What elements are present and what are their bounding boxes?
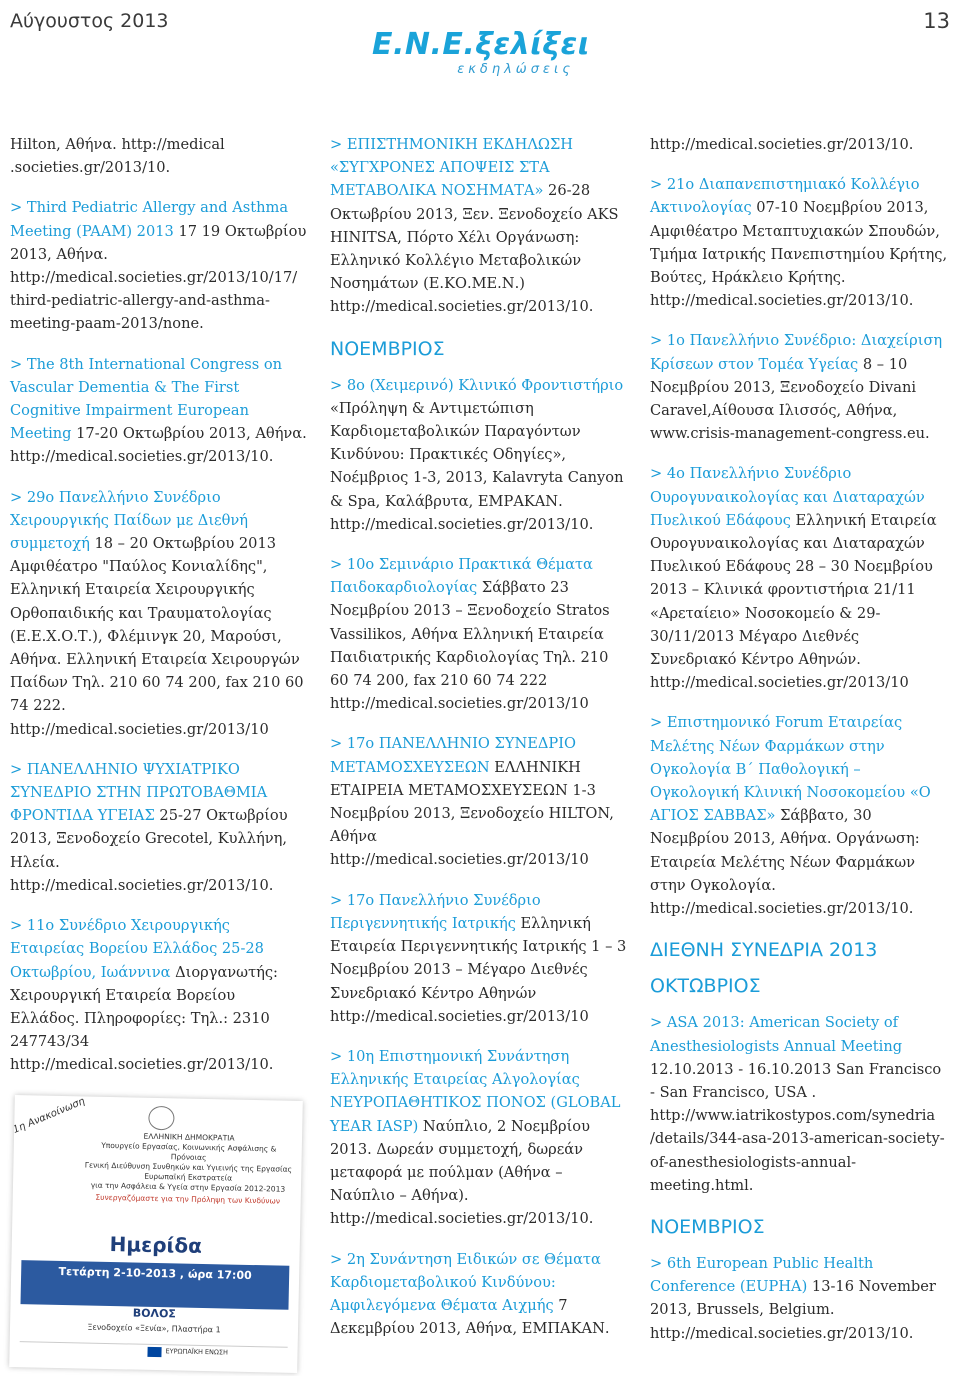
event-title: > Third Pediatric Allergy and Asthma Meeting (PAAM) 2013 xyxy=(10,199,289,240)
event-details: 7 Δεκεμβρίου 2013, Αθήνα, ΕΜΠΑΚΑΝ. xyxy=(330,1296,610,1338)
logo-main-text: Ε.Ν.Ε.ξελίξει xyxy=(372,27,590,62)
section-heading-international: ΔΙΕΘΝΗ ΣΥΝΕΔΡΙΑ 2013 xyxy=(650,939,878,962)
event-details: ΕΛΛΗΝΙΚΗ ΕΤΑΙΡΕΙΑ ΜΕΤΑΜΟΣΧΕΥΣΕΩΝ 1-3 Νοεμβρίου 2013, Ξενοδοχείο HILTON, Αθήνα http://medical.societies.gr/2013/10 xyxy=(330,758,614,869)
left-entry xyxy=(10,353,308,469)
event-details: 07-10 Νοεμβρίου 2013, Αμφιθέατρο Μεταπτυχιακών Σπουδών, Τμήμα Ιατρικής Πανεπιστημίου Κρήτης, Βούτες, Ηράκλειο Κρήτης. http://medical.societies.gr/2013/10. xyxy=(650,199,948,310)
event-title: > 10η Επιστημονική Συνάντηση Ελληνικής Εταιρείας Αλγολογίας ΝΕΥΡΟΠΑΘΗΤΙΚΟΣ ΠΟΝΟΣ (GLOBAL YEAR IASP) xyxy=(330,1047,621,1135)
column-right xyxy=(650,133,950,1362)
event-title: > 11ο Συνέδριο Χειρουργικής Εταιρείας Βορείου Ελλάδος 25-28 Οκτωβρίου, Ιωάννινα xyxy=(10,917,264,981)
event-title: > ΠΑΝΕΛΛΗΝΙΟ ΨΥΧΙΑΤΡΙΚΟ ΣΥΝΕΔΡΙΟ ΣΤΗΝ ΠΡΩΤΟΒΑΘΜΙΑ ΦΡΟΝΤΙΔΑ ΥΓΕΙΑΣ xyxy=(10,760,268,825)
right-october-entry xyxy=(650,1011,950,1197)
event-title: > The 8th International Congress on Vascular Dementia & The First Cognitive Impairment European Meeting xyxy=(10,355,283,443)
right-entry xyxy=(650,133,950,156)
left-entry xyxy=(10,914,308,1076)
event-title: > 10ο Σεμινάριο Πρακτικά Θέματα Παιδοκαρδιολογίας xyxy=(330,556,593,597)
magazine-logo xyxy=(372,28,588,80)
poster-city: ΒΟΛΟΣ xyxy=(132,1306,177,1321)
event-details: Σάββατο 23 Νοεμβρίου 2013 – Ξενοδοχείο Stratos Vassilikos, Αθήνα Ελληνική Εταιρεία Παιδιατρικής Καρδιολογίας Τηλ. 210 60 74 200, fax 210 60 74 222 http://medical.societies.gr/2013/10 xyxy=(330,579,610,713)
poster-header-line: Υπουργείο Εργασίας, Κοινωνικής Ασφάλισης & Πρόνοιας xyxy=(101,1140,277,1163)
event-details: 12.10.2013 - 16.10.2013 San Francisco - San Francisco, USA . http://www.iatrikostypos.com/synedria /details/344-asa-2013-american-society-of-anesthesiologists-annual-meeting.html. xyxy=(650,1060,945,1194)
column-left xyxy=(10,133,308,1094)
right-entry xyxy=(650,711,950,920)
poster-date-band xyxy=(21,1260,290,1310)
event-details: 25-27 Οκτωβρίου 2013, Ξενοδοχείο Grecotel, Κυλλήνη, Ηλεία. http://medical.societies.gr/2013/10. xyxy=(10,807,288,894)
event-details: Σάββατο, 30 Νοεμβρίου 2013, Αθήνα. Οργάνωση: Εταιρεία Μελέτης Νέων Φαρμάκων στην Ογκολογία. http://medical.societies.gr/2013/10. xyxy=(650,807,920,918)
event-details: 13-16 November 2013, Brussels, Belgium. http://medical.societies.gr/2013/10. xyxy=(650,1278,936,1342)
event-title: > 2η Συνάντηση Ειδικών σε Θέματα Καρδιομεταβολικού Κινδύνου: Αμφιλεγόμενα Θέματα Αιχμής xyxy=(330,1250,601,1314)
emblem-icon xyxy=(148,1106,174,1131)
middle-entry xyxy=(330,1045,630,1231)
event-details: 17-20 Οκτωβρίου 2013, Αθήνα. http://medical.societies.gr/2013/10. xyxy=(10,425,307,466)
month-heading-november-intl: ΝΟΕΜΒΡΙΟΣ xyxy=(650,1215,765,1238)
logo-sub-text: εκδηλώσεις xyxy=(457,62,574,77)
event-details: Διοργανωτής: Χειρουργική Εταιρεία Βορείου Ελλάδος. Πληροφορίες: Τηλ.: 2310 247743/34 http://medical.societies.gr/2013/10. xyxy=(10,963,278,1074)
event-details: http://medical.societies.gr/2013/10. xyxy=(650,136,914,153)
middle-entry xyxy=(330,1248,630,1341)
right-entry xyxy=(650,462,950,694)
poster-badge: 1η Ανακοίνωση xyxy=(11,1095,87,1136)
month-heading-november: ΝΟΕΜΒΡΙΟΣ xyxy=(330,337,445,360)
poster-header-line: για την Ασφάλεια & Υγεία στην Εργασία 2012-2013 xyxy=(90,1180,286,1194)
poster-header-line: Ευρωπαϊκή Εκστρατεία xyxy=(144,1171,233,1183)
right-entry xyxy=(650,329,950,445)
middle-entry xyxy=(330,553,630,715)
event-details: Ελληνική Εταιρεία Ουρογυναικολογίας και Διαταραχών Πυελικού Εδάφους 28 – 30 Νοεμβρίου 2013 – Κλινικά φροντιστήρια 21/11 «Αρεταίειο» Νοσοκομείο & 29-30/11/2013 Μέγαρο Διεθνές Συνεδριακό Κέντρο Αθηνών. http://medical.societies.gr/2013/10 xyxy=(650,511,937,692)
event-title: > 6th European Public Health Conference (EUPHA) xyxy=(650,1254,874,1296)
month-heading-october: ΟΚΤΩΒΡΙΟΣ xyxy=(650,975,761,998)
right-entry xyxy=(650,173,950,312)
event-title: > 17ο Πανελλήνιο Συνέδριο Περιγεννητικής Ιατρικής xyxy=(330,891,541,932)
event-title: > ASA 2013: American Society of Anesthesiologists Annual Meeting xyxy=(650,1014,903,1055)
poster-title: Ημερίδα xyxy=(109,1232,203,1258)
poster-header-line: ΕΛΛΗΝΙΚΗ ΔΗΜΟΚΡΑΤΙΑ xyxy=(143,1131,235,1143)
middle-entry xyxy=(330,732,630,871)
event-title: > 21ο Διαπανεπιστημιακό Κολλέγιο Ακτινολογίας xyxy=(650,176,920,217)
left-entry xyxy=(10,196,308,335)
event-title: > 29ο Πανελλήνιο Συνέδριο Χειρουργικής Παίδων με Διεθνή συμμετοχή xyxy=(10,488,249,553)
event-details: 18 – 20 Οκτωβρίου 2013 Αμφιθέατρο "Παύλος Κονιαλίδης", Ελληνική Εταιρεία Χειρουργικής Ορθοπαιδικής και Τραυματολογίας (Ε.Ε.Χ.Ο.Τ.), Φλέμινγκ 20, Μαρούσι, Αθήνα. Ελληνική Εταιρεία Χειρουργών Παίδων Τηλ. 210 60 74 200, fax 210 60 74 222. http://medical.societies.gr/2013/10 xyxy=(10,535,304,738)
event-poster xyxy=(9,1095,303,1373)
event-details: Hilton, Αθήνα. http://medical .societies.gr/2013/10. xyxy=(10,136,225,177)
left-entry xyxy=(10,758,308,897)
eu-flag-icon xyxy=(147,1347,161,1357)
event-details: «Πρόληψη & Αντιμετώπιση Καρδιομεταβολικών Παραγόντων Κινδύνου: Πρακτικές Οδηγίες», Νοέμβριος 1-3, 2013, Kalavryta Canyon & Spa, Καλάβρυτα, ΕΜΡΑΚΑΝ. http://medical.societies.gr/2013/10. xyxy=(330,399,624,533)
middle-entry xyxy=(330,889,630,1028)
left-entry xyxy=(10,486,308,741)
event-title: > 17ο ΠΑΝΕΛΛΗΝΙΟ ΣΥΝΕΔΡΙΟ ΜΕΤΑΜΟΣΧΕΥΣΕΩΝ xyxy=(330,735,576,776)
event-details: 8 – 10 Νοεμβρίου 2013, Ξενοδοχείο Divani Caravel,Αίθουσα Ιλισσός, Αθήνα, www.crisis-management-congress.eu. xyxy=(650,355,930,443)
event-details: Ναύπλιο, 2 Νοεμβρίου 2013. Δωρεάν συμμετοχή, δωρεάν μεταφορά με πούλμαν (Αθήνα – Ναύπλιο – Αθήνα). http://medical.societies.gr/2013/10. xyxy=(330,1117,594,1228)
poster-footer-text: ΕΥΡΩΠΑΪΚΗ ΕΝΩΣΗ xyxy=(165,1347,228,1357)
poster-venue: Ξενοδοχείο «Ξενία», Πλαστήρα 1 xyxy=(87,1322,221,1335)
poster-date: Τετάρτη 2-10-2013 , ώρα 17:00 xyxy=(58,1264,252,1283)
column-middle xyxy=(330,133,630,1357)
middle-entry xyxy=(330,374,630,536)
event-title: > 4ο Πανελλήνιο Συνέδριο Ουρογυναικολογίας και Διαταραχών Πυελικού Εδάφους xyxy=(650,465,925,529)
event-details: Ελληνική Εταιρεία Περιγεννητικής Ιατρικής 1 – 3 Νοεμβρίου 2013 – Μέγαρο Διεθνές Συνεδριακό Κέντρο Αθηνών http://medical.societies.gr/2013/10 xyxy=(330,914,627,1025)
poster-header-line: Γενική Διεύθυνση Συνθηκών και Υγιεινής της Εργασίας xyxy=(84,1160,293,1174)
event-title: > 1ο Πανελλήνιο Συνέδριο: Διαχείριση Κρίσεων στον Τομέα Υγείας xyxy=(650,332,943,373)
right-november-entry xyxy=(650,1252,950,1345)
event-title: > Επιστημονικό Forum Εταιρείας Μελέτης Νέων Φαρμάκων στην Ογκολογία Β΄ Παθολογική – Ογκολογική Κλινική Νοσοκομείου «Ο ΑΓΙΟΣ ΣΑΒΒΑΣ» xyxy=(650,714,931,825)
header-date: Αύγουστος 2013 xyxy=(10,10,169,32)
event-details: 26-28 Οκτωβρίου 2013, Ξεν. Ξενοδοχείο AKS HINITSA, Πόρτο Χέλι Οργάνωση: Ελληνικό Κολλέγιο Μεταβολικών Νοσημάτων (Ε.ΚΟ.ΜΕ.Ν.) http://medical.societies.gr/2013/10. xyxy=(330,182,619,316)
event-details: 17 19 Οκτωβρίου 2013, Αθήνα. http://medical.societies.gr/2013/10/17/ third-pediatric-allergy-and-asthma-meeting-paam-2013/none. xyxy=(10,222,307,333)
page-number: 13 xyxy=(923,9,950,33)
poster-header-lines xyxy=(83,1130,294,1194)
event-title: > ΕΠΙΣΤΗΜΟΝΙΚΗ ΕΚΔΗΛΩΣΗ «ΣΥΓΧΡΟΝΕΣ ΑΠΟΨΕΙΣ ΣΤΑ ΜΕΤΑΒΟΛΙΚΑ ΝΟΣΗΜΑΤΑ» xyxy=(330,136,574,200)
left-entry xyxy=(10,133,308,179)
event-title: > 8ο (Χειμερινό) Κλινικό Φροντιστήριο xyxy=(330,376,624,394)
middle-entry xyxy=(330,133,630,319)
poster-slogan: Συνεργαζόμαστε για την Πρόληψη των Κινδύνων xyxy=(95,1192,281,1206)
